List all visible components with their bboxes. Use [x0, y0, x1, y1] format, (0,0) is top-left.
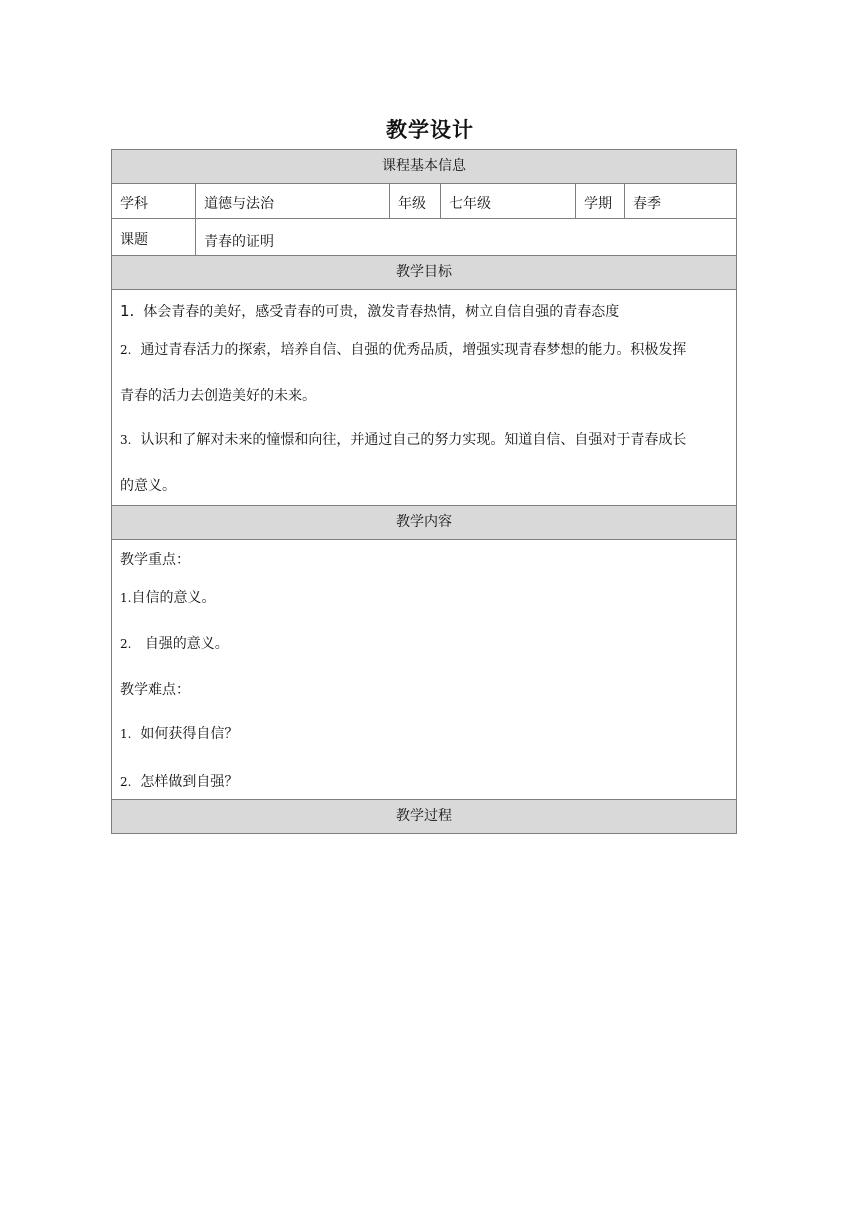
difficult-point-1-number: 1.: [120, 727, 132, 741]
grade-value: 七年级: [449, 196, 491, 212]
topic-label: 课题: [120, 232, 148, 248]
topic-label-cell: [112, 219, 196, 255]
section-header-basic-info: 课程基本信息: [111, 149, 737, 184]
key-point-1-number: 1.: [120, 591, 132, 605]
section-header-content: 教学内容: [111, 505, 737, 540]
objective-3-text-line-1: 认识和了解对未来的憧憬和向往，并通过自己的努力实现。知道自信、自强对于青春成长: [140, 432, 687, 448]
term-label-cell: [576, 184, 625, 218]
difficult-points-heading: 教学难点：: [120, 682, 190, 698]
document-title: 教学设计: [386, 118, 474, 142]
grade-label-cell: [390, 184, 441, 218]
grade-value-cell: [441, 184, 576, 218]
objective-3-text-line-2: 的意义。: [120, 478, 176, 494]
objective-item-2-line-1: [120, 339, 686, 359]
key-point-1-text: 自信的意义。: [131, 590, 216, 606]
subject-label-cell: [112, 184, 196, 218]
objective-3-number: 3.: [120, 433, 132, 447]
objective-1-number: 1.: [120, 302, 135, 320]
key-point-2: [120, 633, 229, 653]
difficult-point-2-number: 2.: [120, 775, 132, 789]
info-row-subject: [111, 184, 737, 219]
grade-label: 年级: [398, 196, 426, 212]
subject-value: 道德与法治: [204, 196, 274, 212]
section-header-process: 教学过程: [111, 799, 737, 834]
key-point-2-text: 自强的意义。: [144, 636, 229, 652]
difficult-point-2: [120, 771, 238, 791]
difficult-point-2-text: 怎样做到自强？: [140, 774, 239, 790]
section-header-objectives: 教学目标: [111, 255, 737, 290]
objective-2-number: 2.: [120, 343, 132, 357]
info-row-topic: [111, 219, 737, 256]
term-value-cell: [625, 184, 736, 218]
objective-1-text: 体会青春的美好，感受青春的可贵，激发青春热情，树立自信自强的青春态度: [143, 304, 620, 320]
key-point-2-number: 2.: [120, 637, 132, 651]
topic-value-cell: [196, 219, 736, 255]
objective-2-text-line-1: 通过青春活力的探索，培养自信、自强的优秀品质，增强实现青春梦想的能力。积极发挥: [140, 342, 687, 358]
term-value: 春季: [633, 196, 661, 212]
key-points-heading: 教学重点：: [120, 552, 190, 568]
difficult-point-1-text: 如何获得自信？: [140, 726, 239, 742]
difficult-point-1: [120, 723, 238, 743]
key-point-1: [120, 587, 215, 607]
objective-item-3-line-1: [120, 429, 686, 449]
topic-value: 青春的证明: [204, 234, 274, 250]
objective-2-text-line-2: 青春的活力去创造美好的未来。: [120, 388, 316, 404]
objective-item-1: [120, 301, 619, 321]
objectives-content: [111, 290, 737, 505]
subject-value-cell: [196, 184, 390, 218]
term-label: 学期: [584, 196, 612, 212]
subject-label: 学科: [120, 196, 148, 212]
teaching-content: [111, 540, 737, 799]
